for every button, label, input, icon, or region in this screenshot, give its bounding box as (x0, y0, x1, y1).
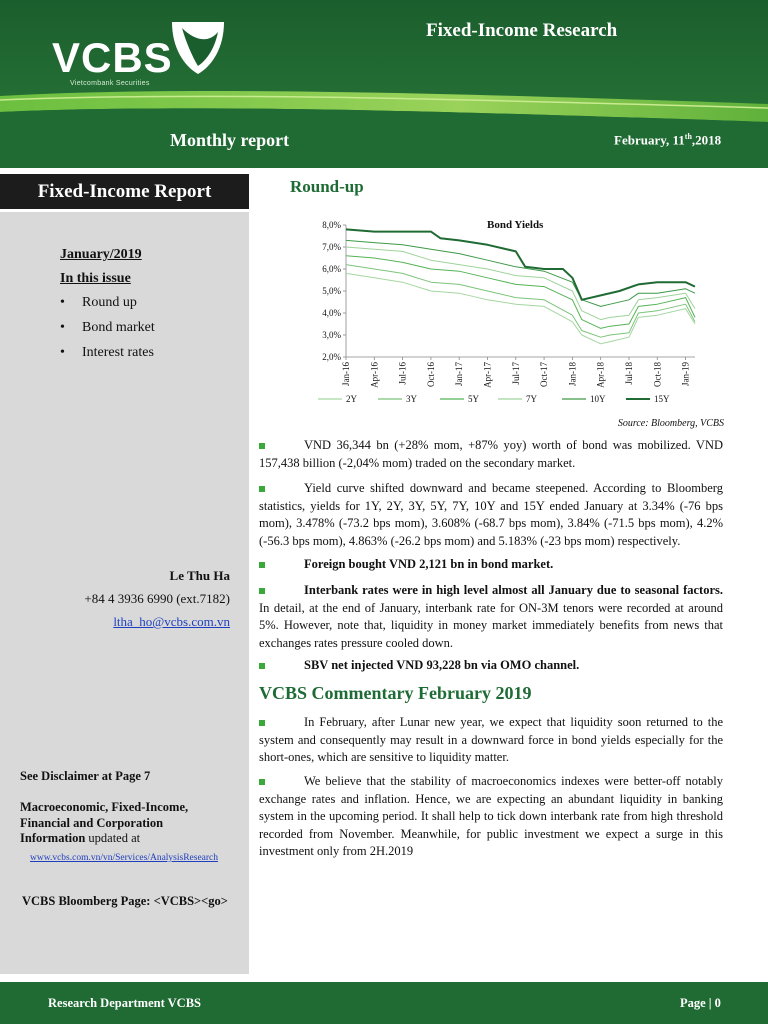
commentary-paragraph (259, 714, 723, 767)
report-type: Monthly report (170, 130, 290, 150)
square-bullet-icon (259, 773, 268, 782)
legend-label: 15Y (654, 394, 670, 404)
y-tick-label: 4,0% (322, 308, 341, 318)
bullet-icon: • (60, 345, 65, 360)
roundup-paragraph-text: In detail, at the end of January, interbank rate for ON-3M tenors were recorded at around 5%. However, note that, liquidity in money market immediately benefits from news that exchanges rates pressure cooled down. (259, 600, 723, 650)
commentary-heading: VCBS Commentary February 2019 (259, 683, 532, 703)
series-line-10y (346, 240, 695, 306)
x-tick-label: Jan-17 (454, 362, 465, 386)
report-date-year: ,2018 (691, 132, 722, 148)
footer-page-number: Page | 0 (680, 996, 721, 1010)
roundup-paragraph (259, 582, 723, 652)
y-tick-label: 6,0% (322, 264, 341, 274)
square-bullet-icon (259, 714, 268, 723)
page-footer (0, 982, 768, 1024)
y-tick-label: 2,0% (322, 352, 341, 362)
logo-wordmark: VCBS (52, 34, 173, 81)
issue-date: January/2019 (60, 247, 142, 262)
square-bullet-icon (259, 556, 268, 565)
x-tick-label: Apr-16 (369, 362, 380, 388)
issue-item (60, 345, 155, 370)
roundup-paragraph-bold: SBV net injected VND 93,228 bn via OMO channel. (304, 658, 580, 672)
report-date-main: February, 11 (614, 132, 685, 148)
legend-label: 10Y (590, 394, 606, 404)
roundup-paragraph-text: VND 36,344 bn (+28% mom, +87% yoy) worth of bond was mobilized. VND 157,438 billion (-2,04% mom) traded on the secondary market. (259, 438, 723, 470)
x-tick-label: Apr-18 (595, 362, 606, 388)
roundup-paragraph-bold: Interbank rates were in high level almost all January due to seasonal factors. (304, 583, 723, 597)
commentary-paragraph-text: We believe that the stability of macroeconomics indexes were better-off notably exchange rates and inflation. Hence, we are expecting an abundant liquidity in banking system in the upcoming period. It shall help to tick down interbank rate from high threshold recorded from November. Meanwhile, for public investment we expect a surge in this investment only from 2H.2019 (259, 774, 723, 858)
square-bullet-icon (259, 657, 268, 666)
y-tick-label: 8,0% (322, 220, 341, 230)
research-site-link[interactable]: www.vcbs.com.vn/vn/Services/AnalysisResearch (30, 853, 219, 863)
square-bullet-icon (259, 480, 268, 489)
x-tick-label: Oct-18 (652, 362, 663, 387)
macro-info-rest: updated at (85, 831, 141, 845)
commentary-paragraph-text: In February, after Lunar new year, we expect that liquidity soon returned to the system and consequently may result in a downward force in bond yields especially for the short-ones, which are sensitive to liquidity matter. (259, 715, 723, 764)
footer-department: Research Department VCBS (48, 996, 201, 1010)
roundup-heading: Round-up (290, 177, 364, 196)
author-name: Le Thu Ha (169, 568, 230, 583)
logo-subtitle: Vietcombank Securities (70, 80, 150, 87)
square-bullet-icon (259, 582, 268, 591)
y-tick-label: 5,0% (322, 286, 341, 296)
x-tick-label: Jan-19 (680, 362, 691, 386)
roundup-paragraph (259, 556, 723, 574)
disclaimer-note: See Disclaimer at Page 7 (20, 769, 151, 783)
roundup-paragraph-bold: Foreign bought VND 2,121 bn in bond market. (304, 557, 554, 571)
header-title: Fixed-Income Research (426, 20, 618, 41)
roundup-paragraph (259, 657, 723, 675)
issue-list (60, 295, 155, 370)
report-date (614, 132, 721, 148)
x-tick-label: Oct-16 (425, 362, 436, 387)
macro-info (20, 800, 220, 847)
macro-info-bold: Macroeconomic, Fixed-Income, Financial and Corporation Information (20, 800, 189, 845)
author-phone: +84 4 3936 6990 (ext.7182) (84, 591, 230, 606)
series-line-15y (346, 229, 695, 299)
bullet-icon: • (60, 295, 65, 310)
sidebar (0, 212, 249, 974)
issue-label: In this issue (60, 271, 131, 286)
shield-logo-icon (168, 18, 228, 76)
x-tick-label: Jan-18 (567, 362, 578, 386)
author-block (84, 564, 230, 633)
issue-item-label: Round up (82, 295, 137, 310)
sidebar-title: Fixed-Income Report (0, 174, 249, 209)
chart-source: Source: Bloomberg, VCBS (617, 418, 724, 429)
issue-item-label: Bond market (82, 320, 155, 335)
vcbs-logo (52, 18, 252, 90)
x-tick-label: Jul-18 (623, 362, 634, 385)
x-tick-label: Jan-16 (341, 362, 351, 386)
legend-label: 5Y (468, 394, 479, 404)
author-email-link[interactable]: ltha_ho@vcbs.com.vn (113, 614, 230, 629)
roundup-paragraph (259, 480, 723, 550)
square-bullet-icon (259, 437, 268, 446)
x-tick-label: Jul-16 (397, 362, 408, 385)
report-date-sup: th (684, 132, 692, 141)
issue-item-label: Interest rates (82, 345, 154, 360)
x-tick-label: Oct-17 (539, 362, 550, 387)
page-header (0, 0, 768, 168)
legend-label: 7Y (526, 394, 537, 404)
chart-title: Bond Yields (487, 219, 544, 231)
issue-item (60, 320, 155, 345)
bond-yields-chart (300, 210, 720, 410)
x-tick-label: Jul-17 (510, 362, 521, 385)
roundup-paragraph (259, 437, 723, 472)
issue-item (60, 295, 155, 320)
y-tick-label: 7,0% (322, 242, 341, 252)
y-tick-label: 3,0% (322, 330, 341, 340)
bullet-icon: • (60, 320, 65, 335)
bloomberg-page: VCBS Bloomberg Page: <VCBS><go> (22, 894, 228, 908)
commentary-paragraph (259, 773, 723, 861)
legend-label: 2Y (346, 394, 357, 404)
roundup-paragraph-text: Yield curve shifted downward and became steepened. According to Bloomberg statistics, yields for 1Y, 2Y, 3Y, 5Y, 7Y, 10Y and 15Y ended January at 3.34% (-76 bps mom), 3.478% (-73.2 bps mom), 3.608% (-68.7 bps mom), 3.84% (-71.5 bps mom), 4.2% (-56.3 bps mom), 4.863% (-26.2 bps mom) and 5.183% (-23 bps mom) respectively. (259, 481, 723, 548)
x-tick-label: Apr-17 (482, 362, 493, 388)
legend-label: 3Y (406, 394, 417, 404)
series-line-5y (346, 256, 695, 329)
